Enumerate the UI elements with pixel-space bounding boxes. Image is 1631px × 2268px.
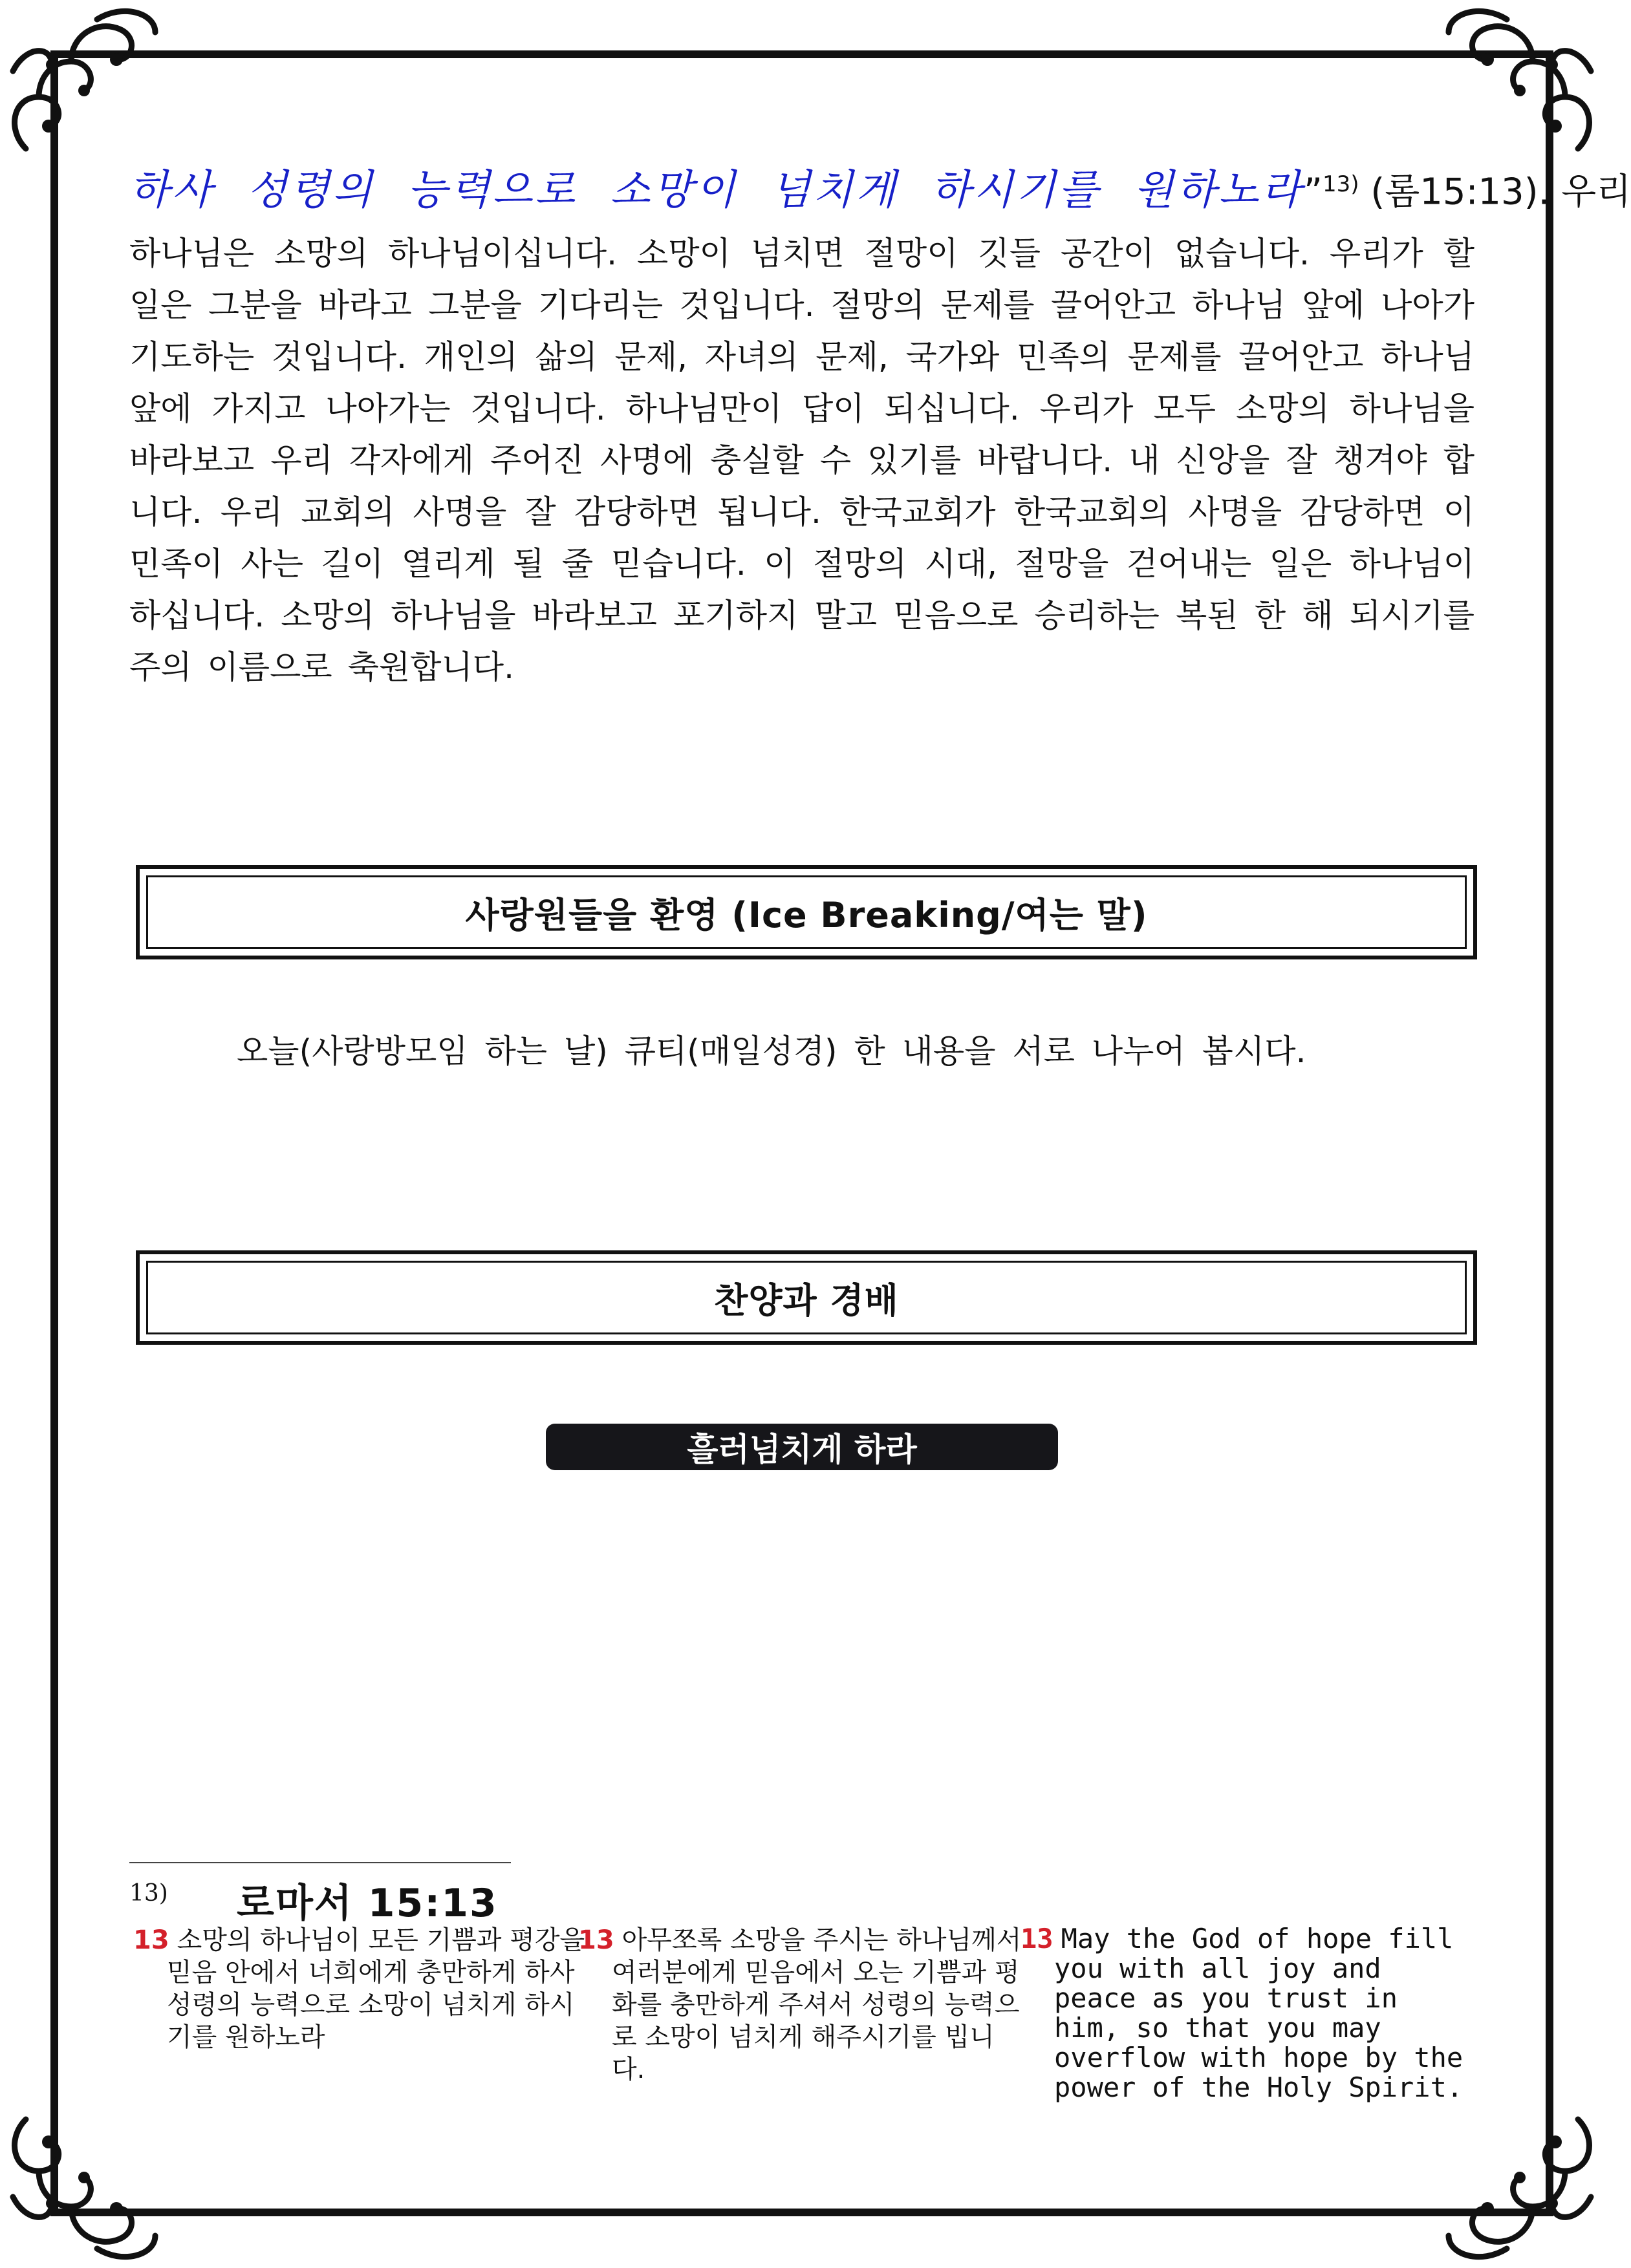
ornament-corner-icon xyxy=(0,2100,168,2268)
footnote-column-korean-1 xyxy=(133,1924,594,2053)
verse-number: 13 xyxy=(133,1925,169,1955)
ornament-corner-icon xyxy=(1436,2100,1604,2268)
icebreak-title: 사랑원들을 환영 (Ice Breaking/여는 말) xyxy=(146,875,1467,949)
footnote-number: 13) xyxy=(129,1880,168,1907)
icebreak-section-box xyxy=(136,865,1477,959)
verse-reference: (롬15:13). 우리 xyxy=(1359,171,1631,213)
footnote-title: 로마서 15:13 xyxy=(237,1881,498,1926)
footnote-column-english xyxy=(1021,1924,1468,2102)
intro-paragraph: 하나님은 소망의 하나님이십니다. 소망이 넘치면 절망이 깃들 공간이 없습니다. 우리가 할 일은 그분을 바라고 그분을 기다리는 것입니다. 절망의 문제를 끌어안고 하나님 앞에 나아가 기도하는 것입니다. 개인의 삶의 문제, 자녀의 문제, 국가와 민족의 문제를 끌어안고 하나님 앞에 가지고 나아가는 것입니다. 하나님만이 답이 되십니다. 우리가 모두 소망의 하나님을 바라보고 우리 각자에게 주어진 사명에 충실할 수 있기를 바랍니다. 내 신앙을 잘 챙겨야 합니다. 우리 교회의 사명을 잘 감당하면 됩니다. 한국교회가 한국교회의 사명을 감당하면 이 민족이 사는 길이 열리게 될 줄 믿습니다. 이 절망의 시대, 절망을 걷어내는 일은 하나님이 하십니다. 소망의 하나님을 바라보고 포기하지 말고 믿음으로 승리하는 복된 한 해 되시기를 주의 이름으로 축원합니다. xyxy=(129,235,1474,686)
praise-title: 찬양과 경배 xyxy=(146,1261,1467,1334)
verse-number: 13 xyxy=(578,1925,614,1955)
ornament-corner-icon xyxy=(1436,0,1604,168)
verse-close-quote: ” xyxy=(1304,171,1323,213)
praise-section-box xyxy=(136,1250,1477,1345)
footnote-ref[interactable]: 13) xyxy=(1323,171,1359,197)
verse-text: May the God of hope fill you with all joy and peace as you trust in him, so that you may overflow with hope by the power of the Holy Spirit. xyxy=(1054,1923,1464,2103)
icebreak-prompt: 오늘(사랑방모임 하는 날) 큐티(매일성경) 한 내용을 서로 나누어 봅시다. xyxy=(237,1032,1306,1070)
verse-text: 아무쪼록 소망을 주시는 하나님께서 여러분에게 믿음에서 오는 기쁨과 평화를 충만하게 주셔서 성령의 능력으로 소망이 넘치게 해주시기를 빕니다. xyxy=(612,1925,1022,2084)
verse-text: 소망의 하나님이 모든 기쁨과 평강을 믿음 안에서 너희에게 충만하게 하사 성령의 능력으로 소망이 넘치게 하시기를 원하노라 xyxy=(167,1925,585,2052)
verse-number: 13 xyxy=(1021,1923,1053,1954)
ornament-corner-icon xyxy=(0,0,168,168)
verse-highlight: 하사 성령의 능력으로 소망이 넘치게 하시기를 원하노라 xyxy=(129,166,1304,215)
song-title-badge: 흘러넘치게 하라 xyxy=(546,1424,1058,1470)
verse-line xyxy=(129,155,1631,222)
footnote-divider xyxy=(129,1862,511,1863)
footnote-column-korean-2 xyxy=(578,1924,1026,2086)
